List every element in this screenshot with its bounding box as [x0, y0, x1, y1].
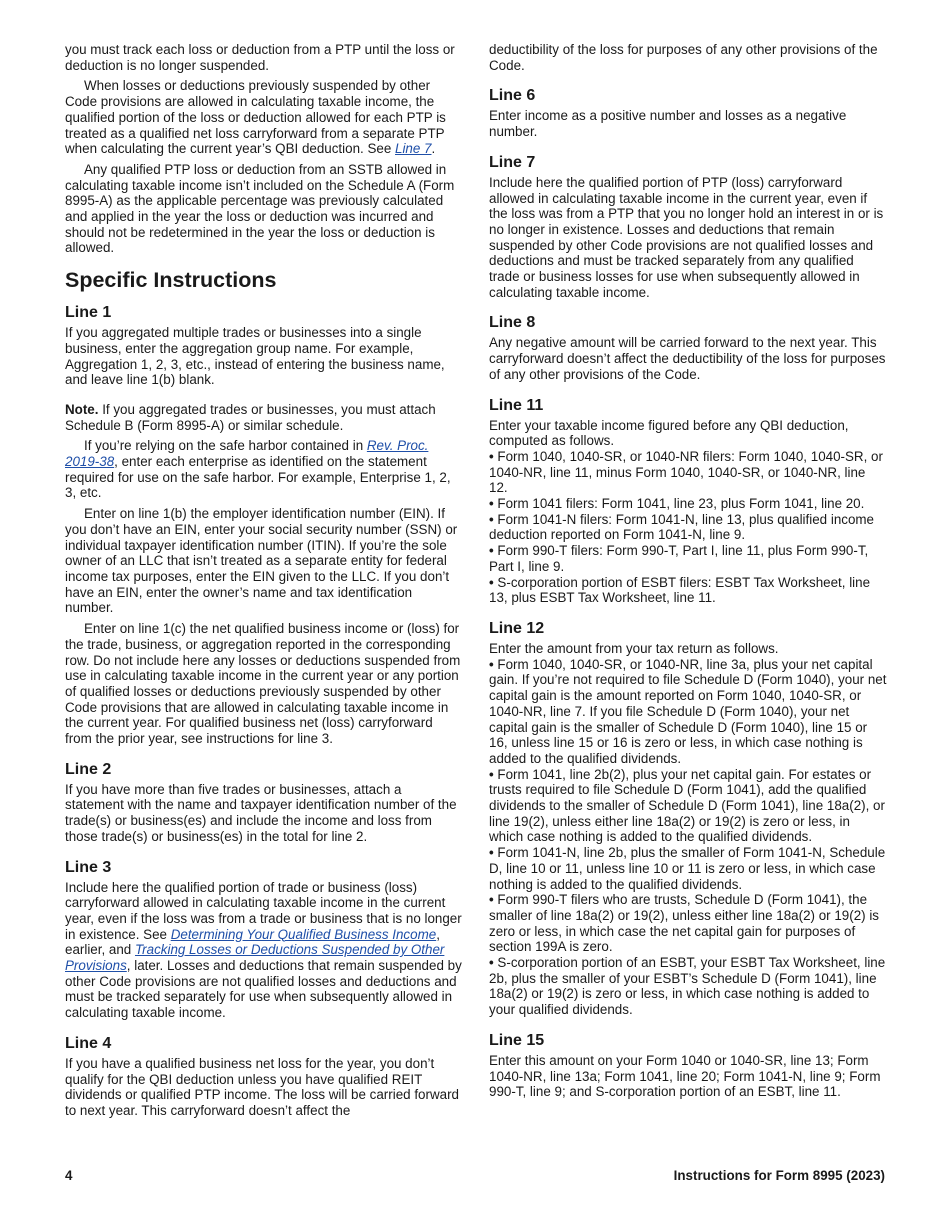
list-item: • Form 990-T filers who are trusts, Schedule D (Form 1041), the smaller of line 18a(2) or 19(2), unless either line 18a(2) or 19(2) is zero or less, in which case the net capital gain for purposes of section 199A is zero.	[489, 892, 887, 955]
bullet-list	[489, 449, 887, 606]
paragraph: Enter the amount from your tax return as follows.	[489, 640, 779, 656]
text: , enter each enterprise as identified on the statement required for use on the safe harbor. For example, Enterprise 1, 2, 3, etc.	[65, 454, 451, 501]
paragraph: Enter income as a positive number and losses as a negative number.	[489, 108, 847, 140]
right-column	[489, 42, 887, 1105]
paragraph: you must track each loss or deduction from a PTP until the loss or deduction is no longer suspended.	[65, 42, 455, 73]
section-title: Specific Instructions	[65, 268, 277, 293]
text: , later. Losses and deductions that remain suspended by other Code provisions are not qualified losses and deductions and must be tracked separately for use when subsequently allowed in calculating taxable income.	[65, 958, 462, 1021]
list-item: • S-corporation portion of ESBT filers: ESBT Tax Worksheet, line 13, plus ESBT Tax Worksheet, line 11.	[489, 575, 887, 606]
link-rev-proc[interactable]: Rev. Proc. 2019-38	[65, 438, 429, 470]
text: , earlier, and	[65, 926, 440, 958]
paragraph: Any qualified PTP loss or deduction from an SSTB allowed in calculating taxable income isn’t included on the Schedule A (Form 8995-A) as the applicable percentage was previously calculated and applied in the year the loss or deduction was incurred and should not be redetermined in the year the loss or deduction is allowed.	[65, 161, 455, 256]
heading-line-4: Line 4	[65, 1034, 112, 1052]
paragraph: If you have a qualified business net loss for the year, you don’t qualify for the QBI deduction unless you have qualified REIT dividends or qualified PTP income. The loss will be carried forward to next year. This carryforward doesn’t affect the	[65, 1055, 459, 1118]
list-item: • Form 1041 filers: Form 1041, line 23, plus Form 1041, line 20.	[489, 496, 887, 512]
heading-line-6: Line 6	[489, 87, 536, 105]
paragraph	[65, 438, 463, 501]
paragraph: If you aggregated multiple trades or businesses into a single business, enter the aggregation group name. For example, Aggregation 1, 2, 3, etc., instead of entering the business name, and leave line 1(b) blank.	[65, 325, 445, 388]
left-column	[65, 42, 463, 1124]
paragraph: If you have more than five trades or businesses, attach a statement with the name and taxpayer identification number of the trade(s) or business(es) and include the income and loss from those trade(s) or business(es) in the total for line 2.	[65, 781, 457, 844]
heading-line-8: Line 8	[489, 314, 536, 332]
note	[65, 402, 463, 433]
heading-line-12: Line 12	[489, 619, 545, 637]
list-item: • S-corporation portion of an ESBT, your ESBT Tax Worksheet, line 2b, plus the smaller of your ESBT’s Schedule D (Form 1041), line 18a(2) or 19(2) is zero or less, in which case nothing is added to your qualified dividends.	[489, 955, 887, 1018]
list-item: • Form 990-T filers: Form 990-T, Part I, line 11, plus Form 990-T, Part I, line 9.	[489, 543, 887, 574]
text: If you’re relying on the safe harbor contained in	[84, 438, 367, 454]
footer-title: Instructions for Form 8995 (2023)	[673, 1168, 885, 1183]
paragraph: Enter on line 1(b) the employer identification number (EIN). If you don’t have an EIN, enter your social security number (SSN) or individual taxpayer identification number (ITIN). If you’re the sole owner of an LLC that isn’t treated as a separate entity for federal income tax purposes, enter the EIN given to the LLC. If you don’t have an EIN, enter the owner’s name and tax identification number.	[65, 506, 458, 616]
bullet-list	[489, 657, 887, 1018]
heading-line-11: Line 11	[489, 396, 544, 414]
text: When losses or deductions previously suspended by other Code provisions are allowed in calculating taxable income, the qualified portion of the loss or deduction allowed for each PTP is treated as a qualified net loss carryforward from a separate PTP when calculating the current year’s QBI deduction. See	[65, 78, 446, 157]
link-determining-qbi[interactable]: Determining Your Qualified Business Income	[170, 926, 437, 942]
paragraph: Any negative amount will be carried forward to the next year. This carryforward doesn’t affect the deductibility of the loss for purposes of any other provisions of the Code.	[489, 335, 886, 382]
heading-line-1: Line 1	[65, 304, 112, 322]
heading-line-7: Line 7	[489, 153, 536, 171]
paragraph: Include here the qualified portion of PTP (loss) carryforward allowed in calculating taxable income in the current year, even if the loss was from a PTP that you no longer hold an interest in or is no longer in existence. Losses and deductions that remain suspended by other Code provisions are not qualified losses and deductions and must be tracked separately from any qualified trade or business losses for use when subsequently allowed in calculating taxable income.	[489, 174, 884, 300]
note-label: Note.	[65, 401, 99, 417]
paragraph	[65, 880, 463, 1021]
list-item: • Form 1040, 1040-SR, or 1040-NR filers: Form 1040, 1040-SR, or 1040-NR, line 11, minus Form 1040, 1040-SR, or 1040-NR, line 12.	[489, 449, 887, 496]
paragraph: Enter on line 1(c) the net qualified business income or (loss) for the trade, business, or aggregation reported in the corresponding row. Do not include here any losses or deductions suspended from use in calculating taxable income in the current year or any portion of qualified losses or deductions previously suspended by other Code provisions that are allowed in calculating taxable income in the current year. For qualified business net (loss) carryforward from the prior year, see instructions for line 3.	[65, 621, 461, 747]
page-number: 4	[65, 1168, 73, 1183]
list-item: • Form 1041, line 2b(2), plus your net capital gain. For estates or trusts required to file Schedule D (Form 1041), add the qualified dividends to the smaller of Schedule D (Form 1041), line 18a(2), or line 19(2), unless either line 18a(2) or 19(2) is zero or less, in which case nothing is added to the qualified dividends.	[489, 767, 887, 846]
paragraph	[65, 78, 463, 157]
paragraph: Enter this amount on your Form 1040 or 1040-SR, line 13; Form 1040-NR, line 13a; Form 1041, line 20; Form 1041-N, line 9; Form 990-T, line 9; and S-corporation portion of an ESBT, line 11.	[489, 1052, 881, 1100]
list-item: • Form 1041-N, line 2b, plus the smaller of Form 1041-N, Schedule D, line 10 or 11, unless line 10 or 11 is zero or less, in which case nothing is added to the qualified dividends.	[489, 845, 887, 892]
heading-line-3: Line 3	[65, 858, 112, 876]
note-text: If you aggregated trades or businesses, you must attach Schedule B (Form 8995-A) or similar schedule.	[65, 401, 436, 433]
link-tracking-losses[interactable]: Tracking Losses or Deductions Suspended by Other Provisions	[65, 942, 445, 974]
paragraph: Enter your taxable income figured before any QBI deduction, computed as follows.	[489, 417, 849, 449]
heading-line-15: Line 15	[489, 1031, 545, 1049]
text: .	[431, 141, 436, 157]
text: Include here the qualified portion of trade or business (loss) carryforward allowed in calculating taxable income in the current year, even if the loss was from a trade or business that is no longer in existence. See	[65, 879, 462, 942]
list-item: • Form 1040, 1040-SR, or 1040-NR, line 3a, plus your net capital gain. If you’re not required to file Schedule D (Form 1040), your net capital gain is the amount reported on Form 1040, 1040-SR, or 1040-NR, line 7. If you file Schedule D (Form 1040), your net capital gain is the smaller of Schedule D (Form 1040), line 15 or 16, unless line 15 or 16 is zero or less, in which case nothing is added to the qualified dividends.	[489, 657, 887, 767]
paragraph: deductibility of the loss for purposes of any other provisions of the Code.	[489, 42, 878, 73]
heading-line-2: Line 2	[65, 760, 112, 778]
list-item: • Form 1041-N filers: Form 1041-N, line 13, plus qualified income deduction reported on Form 1041-N, line 9.	[489, 512, 887, 543]
link-line-7[interactable]: Line 7	[395, 141, 432, 157]
